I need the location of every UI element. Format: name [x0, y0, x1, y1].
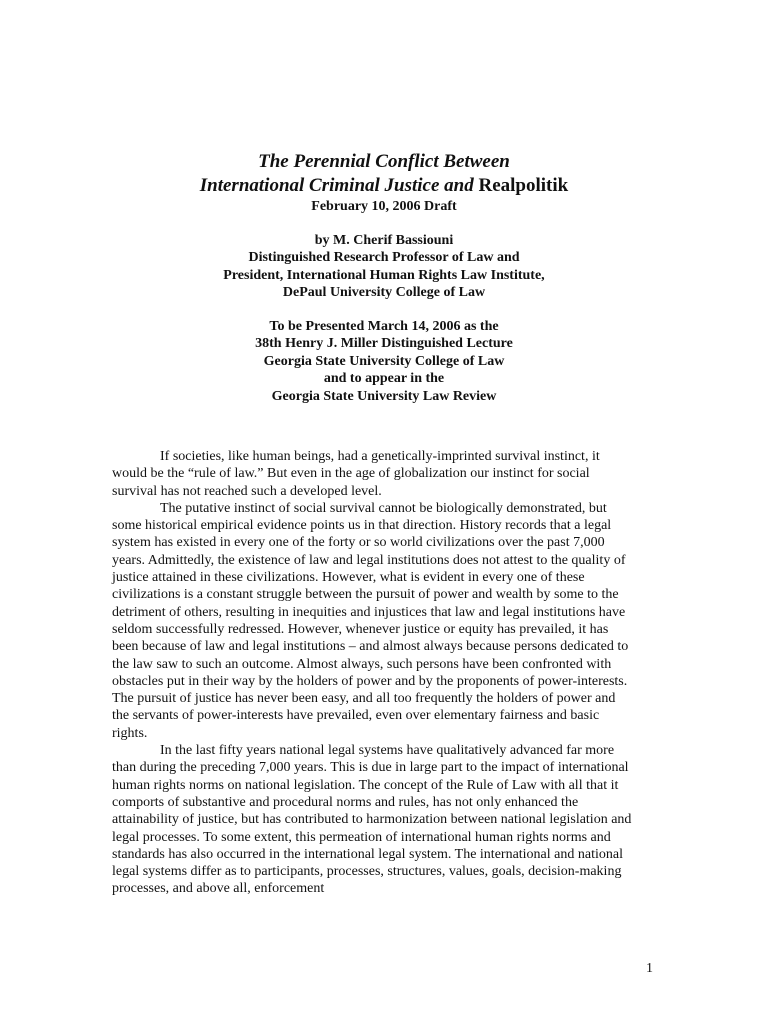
byline-block — [0, 232, 768, 302]
title-line-2 — [0, 174, 768, 198]
lecture-note-line: Georgia State University Law Review — [271, 388, 497, 404]
body-paragraph: If societies, like human beings, had a genetically-imprinted survival instinct, it would be the “rule of law.” But even in the age of globalization our instinct for social survival has not reached such a developed level. — [112, 449, 600, 499]
byline-school: DePaul University College of Law — [282, 285, 486, 300]
draft-date: February 10, 2006 Draft — [311, 199, 457, 214]
title-line-1: The Perennial Conflict Between — [258, 151, 510, 172]
lecture-note-line: 38th Henry J. Miller Distinguished Lecture — [255, 336, 513, 351]
body-paragraph: In the last fifty years national legal systems have qualitatively advanced far more than during the preceding 7,000 years. This is due in large part to the impact of international human rights norms on national legislation. The concept of the Rule of Law with all that it comports of substantive and procedural norms and rules, has not only enhanced the attainability of justice, but has contributed to harmonization between national legislation and legal processes. To some extent, this permeation of international human rights norms and standards has also occurred in the international legal system. The international and national legal systems differ as to participants, processes, structures, values, goals, decision-making processes, and above all, enforcement — [112, 743, 632, 897]
title-block — [0, 150, 768, 405]
byline-position: Distinguished Research Professor of Law and — [248, 250, 520, 265]
lecture-note-line: To be Presented March 14, 2006 as the — [269, 318, 499, 334]
lecture-note-block — [0, 318, 768, 406]
title-italic-part: International Criminal Justice and — [199, 175, 479, 196]
title-upright-part: Realpolitik — [478, 175, 569, 196]
lecture-note-line: Georgia State University College of Law — [263, 353, 505, 369]
body-text — [112, 448, 632, 898]
byline-author: by M. Cherif Bassiouni — [314, 232, 454, 248]
byline-institute: President, International Human Rights Law Institute, — [223, 267, 545, 283]
lecture-note-line: and to appear in the — [323, 371, 445, 386]
body-paragraph: The putative instinct of social survival cannot be biologically demonstrated, but some historical empirical evidence points us in that direction. History records that a legal system has existed in every one of the forty or so world civilizations over the past 7,000 years. Admittedly, the existence of law and legal institutions does not attest to the quality of justice attained in these civilizations. However, what is evident in every one of these civilizations is a constant struggle between the pursuit of power and wealth by some to the detriment of others, resulting in inequities and injustices that law and legal institutions have seldom successfully redressed. However, whenever justice or equity has prevailed, it has been because of law and legal institutions – and almost always because persons dedicated to the law saw to such an outcome. Almost always, such persons have been confronted with obstacles put in their way by the holders of power and by the proponents of power-interests. The pursuit of justice has never been easy, and all too frequently the holders of power and the servants of power-interests have prevailed, even over elementary fairness and basic rights. — [112, 500, 629, 741]
page-number: 1 — [646, 961, 653, 976]
